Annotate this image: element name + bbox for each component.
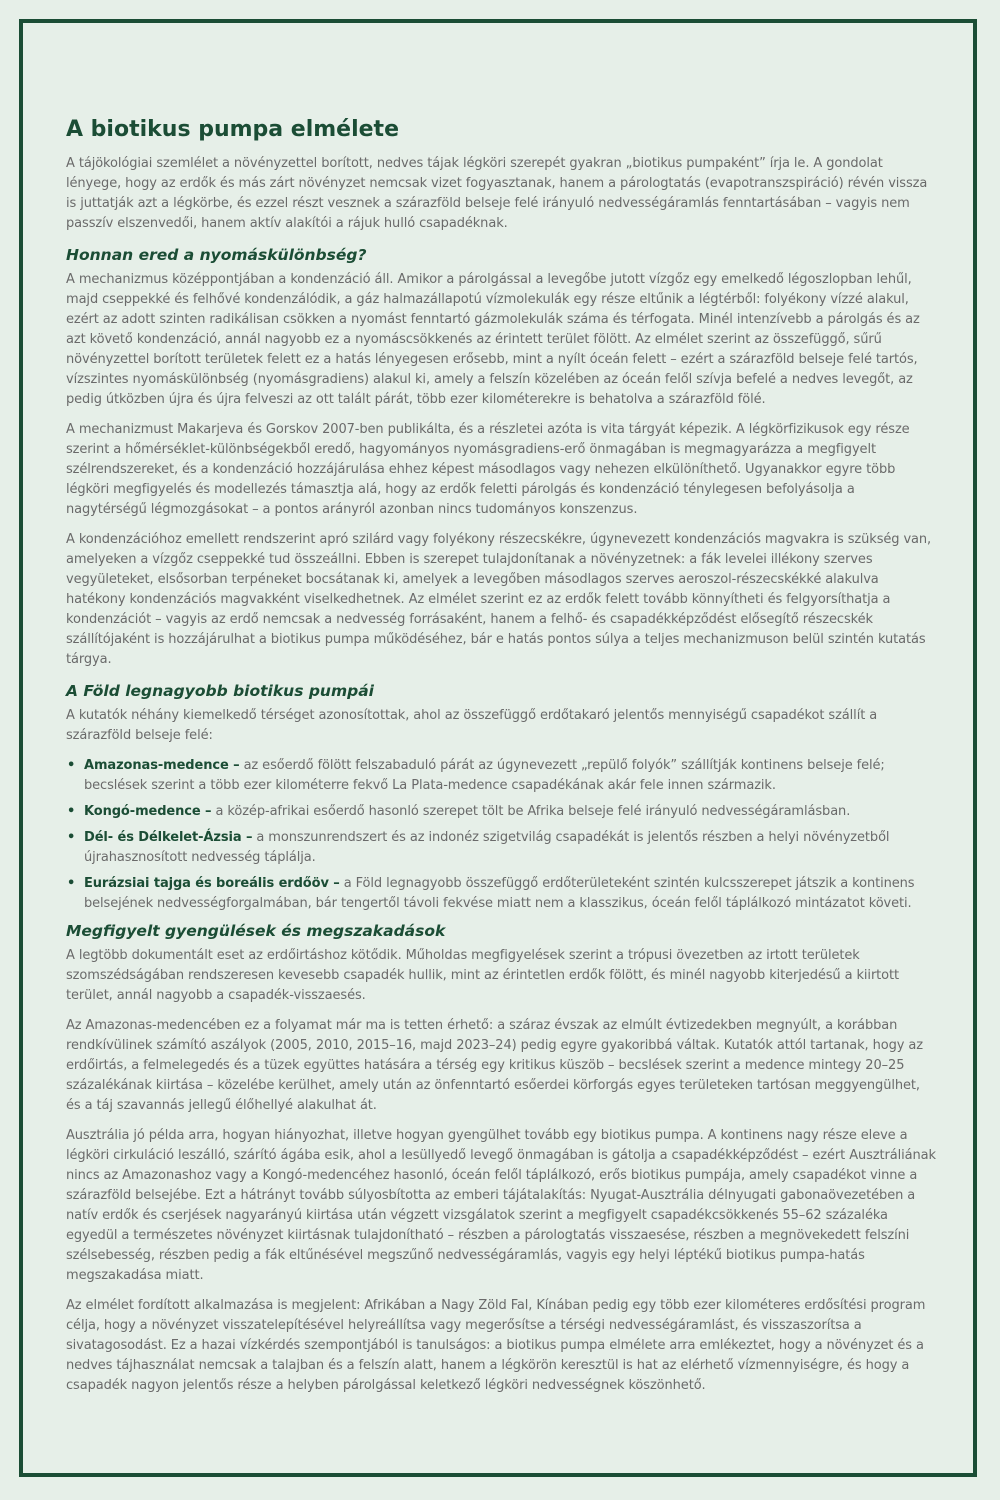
list-item <box>66 874 936 914</box>
list-item-text: az esőerdő fölött felszabaduló párát az úgynevezett „repülő folyók” szállítják kontinens belseje felé; becslések szerint a több ezer kilométerre fekvő La Plata-medence csapadékának akár fele innen származik. <box>84 758 885 793</box>
list-item-term: Kongó-medence – <box>84 804 212 819</box>
section-heading-pressure: Honnan ered a nyomáskülönbség? <box>66 246 367 264</box>
section-heading-weakening: Megfigyelt gyengülések és megszakadások <box>66 922 446 940</box>
section-paragraph: Ausztrália jó példa arra, hogyan hiányozhat, illetve hogyan gyengülhet tovább egy biotikus pumpa. A kontinens nagy része eleve a légköri cirkuláció leszálló, szárító ágába esik, ahol a lesüllyedő levegő önmagában is gátolja a csapadékképződést – ezért Ausztráliának nincs az Amazonashoz vagy a Kongó-medencéhez hasonló, óceán felől táplálkozó, erős biotikus pumpája, amely csapadékot vinne a szárazföld belsejébe. Ezt a hátrányt tovább súlyosbította az emberi tájátalakítás: Nyugat-Ausztrália délnyugati gabonaövezetében a natív erdők és cserjések nagyarányú kiirtása után végzett vizsgálatok szerint a megfigyelt csapadékcsökkenés 55–62 százaléka egyedül a természetes növényzet kiirtásnak tulajdonítható – részben a párologtatás visszaesése, részben a megnövekedett felszíni szélsebesség, részben pedig a fák eltűnésével megszűnő nedvességáramlás, vagyis egy helyi léptékű biotikus pumpa-hatás megszakadása miatt. <box>66 1128 936 1283</box>
section-paragraph: Az Amazonas-medencében ez a folyamat már ma is tetten érhető: a száraz évszak az elmúlt évtizedekben megnyúlt, a korábban rendkívülinek számító aszályok (2005, 2010, 2015–16, majd 2023–24) pedig egyre gyakoribbá váltak. Kutatók attól tartanak, hogy az erdőirtás, a felmelegedés és a tüzek együttes hatására a térség egy kritikus küszöb – becslések szerint a medence mintegy 20–25 százalékának kiirtása – közelébe kerülhet, amely után az önfenntartó esőerdei körforgás egyes területeken tartósan meggyengülhet, és a táj szavannás jellegű élőhellyé alakulhat át. <box>66 1018 923 1113</box>
section-paragraph: A kondenzációhoz emellett rendszerint apró szilárd vagy folyékony részecskékre, úgynevezett kondenzációs magvakra is szükség van, amelyeken a vízgőz cseppekké tud összeállni. Ebben is szerepet tulajdonítanak a növényzetnek: a fák levelei illékony szerves vegyületeket, elsősorban terpéneket bocsátanak ki, amelyek a levegőben másodlagos szerves aeroszol-részecskékké alakulva hatékony kondenzációs magvakként viselkedhetnek. Az elmélet szerint ez az erdők felett tovább könnyítheti és felgyorsíthatja a kondenzációt – vagyis az erdő nemcsak a nedvesség forrásaként, hanem a felhő- és csapadékképződést elősegítő részecskék szállítójaként is hozzájárulhat a biotikus pumpa működéséhez, bár e hatás pontos súlya a teljes mechanizmuson belül szintén kutatás tárgya. <box>66 532 932 667</box>
list-item <box>66 802 936 822</box>
list-item-term: Amazonas-medence – <box>84 758 240 773</box>
intro-paragraph: A tájökológiai szemlélet a növényzettel borított, nedves tájak légköri szerepét gyakran „biotikus pumpaként” írja le. A gondolat lényege, hogy az erdők és más zárt növényzet nemcsak vizet fogyasztanak, hanem a párologtatás (evapotranszspiráció) révén vissza is juttatják azt a légkörbe, és ezzel részt vesznek a szárazföld belseje felé irányuló nedvességáramlás fenntartásában – vagyis nem passzív elszenvedői, hanem aktív alakítói a rájuk hulló csapadéknak. <box>66 156 928 231</box>
article <box>66 116 936 1406</box>
list-item-text: a monszunrendszert és az indonéz szigetvilág csapadékát is jelentős részben a helyi növényzetből újrahasznosított nedvesség táplálja. <box>84 830 890 865</box>
list-item <box>66 828 936 868</box>
bullet-icon: • <box>67 876 76 891</box>
pump-regions-list <box>66 756 936 914</box>
list-item-text: a Föld legnagyobb összefüggő erdőterületeként szintén kulcsszerepet játszik a kontinens belsejének nedvességforgalmában, bár tengertől távoli fekvése miatt nem a klasszikus, óceán felől táplálkozó mintázatot követi. <box>84 876 915 911</box>
bullet-icon: • <box>67 830 76 845</box>
section-paragraph: A mechanizmus középpontjában a kondenzáció áll. Amikor a párolgással a levegőbe jutott vízgőz egy emelkedő légoszlopban lehűl, majd cseppekké és felhővé kondenzálódik, a gáz halmazállapotú vízmolekulák egy része eltűnik a légtérből: folyékony vízzé alakul, ezért az adott szinten radikálisan csökken a nyomást fenntartó gázmolekulák száma és térfogata. Minél intenzívebb a párolgás és az azt követő kondenzáció, annál nagyobb ez a nyomáscsökkenés az érintett terület fölött. Az elmélet szerint az összefüggő, sűrű növényzettel borított területek felett ez a hatás lényegesen erősebb, mint a nyílt óceán felett – ezért a szárazföld belseje felé tartós, vízszintes nyomáskülönbség (nyomásgradiens) alakul ki, amely a felszín közelében az óceán felől szívja befelé a nedves levegőt, az pedig útközben újra és újra felveszi az ott talált párát, több ezer kilométerekre is behatolva a szárazföld fölé. <box>66 272 920 407</box>
list-item <box>66 756 936 796</box>
section-heading-largest-pumps: A Föld legnagyobb biotikus pumpái <box>66 682 374 700</box>
section-paragraph: Az elmélet fordított alkalmazása is megjelent: Afrikában a Nagy Zöld Fal, Kínában pedig egy több ezer kilométeres erdősítési program célja, hogy a növényzet visszatelepítésével helyreállítsa vagy megerősítse a térségi nedvességáramlást, és visszaszorítsa a sivatagosodást. Ez a hazai vízkérdés szempontjából is tanulságos: a biotikus pumpa elmélete arra emlékeztet, hogy a növényzet és a nedves tájhasználat nemcsak a talajban és a felszín alatt, hanem a légkörön keresztül is hat az elérhető vízmennyiségre, és hogy a csapadék nagyon jelentős része a helyben párolgással keletkező légköri nedvességnek köszönhető. <box>66 1298 926 1393</box>
section-paragraph: A kutatók néhány kiemelkedő térséget azonosítottak, ahol az összefüggő erdőtakaró jelentős mennyiségű csapadékot szállít a szárazföld belseje felé: <box>66 708 878 743</box>
section-paragraph: A mechanizmust Makarjeva és Gorskov 2007-ben publikálta, és a részletei azóta is vita tárgyát képezik. A légkörfizikusok egy része szerint a hőmérséklet-különbségekből eredő, hagyományos nyomásgradiens-erő önmagában is megmagyarázza a megfigyelt szélrendszereket, és a kondenzáció hozzájárulása ehhez képest másodlagos vagy nehezen elkülöníthető. Ugyanakkor egyre több légköri megfigyelés és modellezés támasztja alá, hogy az erdők feletti párolgás és kondenzáció ténylegesen befolyásolja a nagytérségű légmozgásokat – a pontos arányról azonban nincs tudományos konszenzus. <box>66 422 910 517</box>
list-item-term: Eurázsiai tajga és boreális erdőöv – <box>84 876 340 891</box>
bullet-icon: • <box>67 758 76 773</box>
list-item-text: a közép-afrikai esőerdő hasonló szerepet tölt be Afrika belseje felé irányuló nedvességáramlásban. <box>211 804 851 819</box>
section-paragraph: A legtöbb dokumentált eset az erdőirtáshoz kötődik. Műholdas megfigyelések szerint a trópusi övezetben az irtott területek szomszédságában rendszeresen kevesebb csapadék hullik, mint az érintetlen erdők fölött, és minél nagyobb kiterjedésű a kiirtott terület, annál nagyobb a csapadék-visszaesés. <box>66 948 900 1003</box>
article-title: A biotikus pumpa elmélete <box>66 117 399 142</box>
bullet-icon: • <box>67 804 76 819</box>
list-item-term: Dél- és Délkelet-Ázsia – <box>84 830 253 845</box>
